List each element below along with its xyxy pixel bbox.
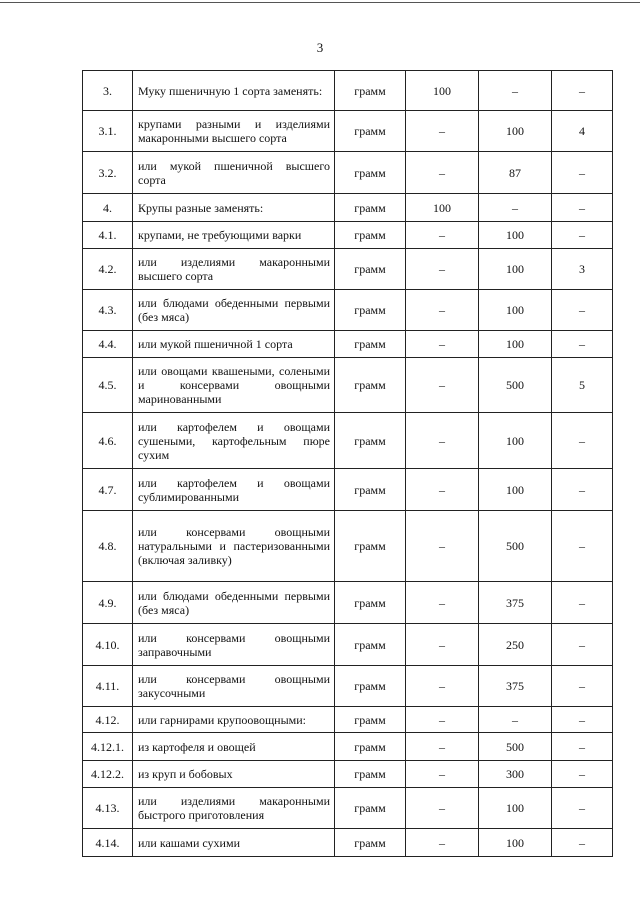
unit-cell: грамм <box>335 624 406 666</box>
value-cell-2: 100 <box>479 222 552 249</box>
table-row <box>83 511 613 582</box>
row-number: 3.2. <box>83 152 133 194</box>
item-name: или блюдами обеденными первыми (без мяса) <box>133 290 335 331</box>
table-row <box>83 707 613 733</box>
unit-cell: грамм <box>335 249 406 290</box>
unit-cell: грамм <box>335 511 406 582</box>
table-row <box>83 331 613 358</box>
value-cell-2: 500 <box>479 733 552 761</box>
value-cell-1: – <box>406 666 479 707</box>
value-cell-3: – <box>552 666 613 707</box>
value-cell-1: – <box>406 511 479 582</box>
norms-table <box>82 70 613 857</box>
unit-cell: грамм <box>335 707 406 733</box>
value-cell-1: – <box>406 469 479 511</box>
item-name: или кашами сухими <box>133 829 335 857</box>
row-number: 4.14. <box>83 829 133 857</box>
unit-cell: грамм <box>335 413 406 469</box>
value-cell-3: – <box>552 194 613 222</box>
row-number: 4.10. <box>83 624 133 666</box>
value-cell-1: – <box>406 358 479 413</box>
value-cell-2: 100 <box>479 469 552 511</box>
value-cell-3: – <box>552 469 613 511</box>
table-row <box>83 249 613 290</box>
unit-cell: грамм <box>335 222 406 249</box>
unit-cell: грамм <box>335 331 406 358</box>
value-cell-3: – <box>552 829 613 857</box>
item-name: крупами разными и изделиями макаронными высшего сорта <box>133 111 335 152</box>
row-number: 4. <box>83 194 133 222</box>
value-cell-3: – <box>552 707 613 733</box>
value-cell-1: – <box>406 290 479 331</box>
item-name: Муку пшеничную 1 сорта заменять: <box>133 71 335 111</box>
value-cell-1: – <box>406 111 479 152</box>
table-row <box>83 733 613 761</box>
unit-cell: грамм <box>335 111 406 152</box>
unit-cell: грамм <box>335 829 406 857</box>
row-number: 4.11. <box>83 666 133 707</box>
value-cell-2: 375 <box>479 582 552 624</box>
top-edge-rule <box>0 2 640 3</box>
value-cell-1: – <box>406 152 479 194</box>
item-name: или изделиями макаронными высшего сорта <box>133 249 335 290</box>
row-number: 4.2. <box>83 249 133 290</box>
value-cell-3: – <box>552 413 613 469</box>
value-cell-1: – <box>406 582 479 624</box>
value-cell-2: 500 <box>479 511 552 582</box>
value-cell-2: 500 <box>479 358 552 413</box>
row-number: 4.12. <box>83 707 133 733</box>
row-number: 4.1. <box>83 222 133 249</box>
item-name: или картофелем и овощами сублимированными <box>133 469 335 511</box>
item-name: или мукой пшеничной высшего сорта <box>133 152 335 194</box>
table-row <box>83 71 613 111</box>
table-row <box>83 194 613 222</box>
row-number: 4.5. <box>83 358 133 413</box>
table-row <box>83 413 613 469</box>
row-number: 4.9. <box>83 582 133 624</box>
row-number: 4.4. <box>83 331 133 358</box>
value-cell-3: – <box>552 788 613 829</box>
value-cell-1: – <box>406 788 479 829</box>
value-cell-1: – <box>406 829 479 857</box>
row-number: 4.6. <box>83 413 133 469</box>
value-cell-3: – <box>552 290 613 331</box>
unit-cell: грамм <box>335 761 406 788</box>
value-cell-2: 100 <box>479 413 552 469</box>
unit-cell: грамм <box>335 733 406 761</box>
value-cell-3: – <box>552 71 613 111</box>
value-cell-1: – <box>406 624 479 666</box>
row-number: 3. <box>83 71 133 111</box>
value-cell-2: 100 <box>479 290 552 331</box>
table-row <box>83 290 613 331</box>
value-cell-3: – <box>552 152 613 194</box>
item-name: или мукой пшеничной 1 сорта <box>133 331 335 358</box>
row-number: 4.8. <box>83 511 133 582</box>
row-number: 4.7. <box>83 469 133 511</box>
value-cell-3: – <box>552 624 613 666</box>
value-cell-3: – <box>552 761 613 788</box>
value-cell-2: 100 <box>479 788 552 829</box>
table-row <box>83 666 613 707</box>
unit-cell: грамм <box>335 582 406 624</box>
value-cell-2: – <box>479 707 552 733</box>
item-name: или овощами квашеными, солеными и консервами овощными маринованными <box>133 358 335 413</box>
value-cell-3: – <box>552 331 613 358</box>
value-cell-1: – <box>406 331 479 358</box>
unit-cell: грамм <box>335 71 406 111</box>
unit-cell: грамм <box>335 358 406 413</box>
value-cell-2: – <box>479 71 552 111</box>
table-row <box>83 829 613 857</box>
value-cell-2: 300 <box>479 761 552 788</box>
value-cell-3: – <box>552 733 613 761</box>
table-row <box>83 788 613 829</box>
value-cell-1: – <box>406 761 479 788</box>
item-name: или консервами овощными закусочными <box>133 666 335 707</box>
table-row <box>83 761 613 788</box>
value-cell-2: – <box>479 194 552 222</box>
unit-cell: грамм <box>335 152 406 194</box>
value-cell-3: 3 <box>552 249 613 290</box>
table-row <box>83 111 613 152</box>
unit-cell: грамм <box>335 469 406 511</box>
table-row <box>83 152 613 194</box>
item-name: из картофеля и овощей <box>133 733 335 761</box>
value-cell-1: – <box>406 249 479 290</box>
value-cell-3: 5 <box>552 358 613 413</box>
row-number: 4.12.2. <box>83 761 133 788</box>
table-row <box>83 222 613 249</box>
value-cell-2: 87 <box>479 152 552 194</box>
value-cell-3: – <box>552 582 613 624</box>
unit-cell: грамм <box>335 194 406 222</box>
value-cell-2: 100 <box>479 111 552 152</box>
item-name: из круп и бобовых <box>133 761 335 788</box>
value-cell-1: – <box>406 222 479 249</box>
item-name: или консервами овощными заправочными <box>133 624 335 666</box>
value-cell-2: 100 <box>479 249 552 290</box>
value-cell-2: 250 <box>479 624 552 666</box>
unit-cell: грамм <box>335 666 406 707</box>
value-cell-1: – <box>406 413 479 469</box>
row-number: 4.3. <box>83 290 133 331</box>
row-number: 3.1. <box>83 111 133 152</box>
unit-cell: грамм <box>335 290 406 331</box>
unit-cell: грамм <box>335 788 406 829</box>
value-cell-1: 100 <box>406 71 479 111</box>
value-cell-1: 100 <box>406 194 479 222</box>
value-cell-2: 100 <box>479 829 552 857</box>
item-name: или блюдами обеденными первыми (без мяса) <box>133 582 335 624</box>
item-name: или изделиями макаронными быстрого приготовления <box>133 788 335 829</box>
page-number: 3 <box>316 40 324 55</box>
value-cell-1: – <box>406 733 479 761</box>
item-name: или консервами овощными натуральными и пастеризованными (включая заливку) <box>133 511 335 582</box>
item-name: или гарнирами крупоовощными: <box>133 707 335 733</box>
row-number: 4.12.1. <box>83 733 133 761</box>
item-name: Крупы разные заменять: <box>133 194 335 222</box>
row-number: 4.13. <box>83 788 133 829</box>
value-cell-3: 4 <box>552 111 613 152</box>
table-row <box>83 358 613 413</box>
item-name: крупами, не требующими варки <box>133 222 335 249</box>
value-cell-2: 100 <box>479 331 552 358</box>
value-cell-3: – <box>552 222 613 249</box>
table-row <box>83 582 613 624</box>
item-name: или картофелем и овощами сушеными, картофельным пюре сухим <box>133 413 335 469</box>
value-cell-2: 375 <box>479 666 552 707</box>
table-row <box>83 624 613 666</box>
table-row <box>83 469 613 511</box>
value-cell-3: – <box>552 511 613 582</box>
value-cell-1: – <box>406 707 479 733</box>
